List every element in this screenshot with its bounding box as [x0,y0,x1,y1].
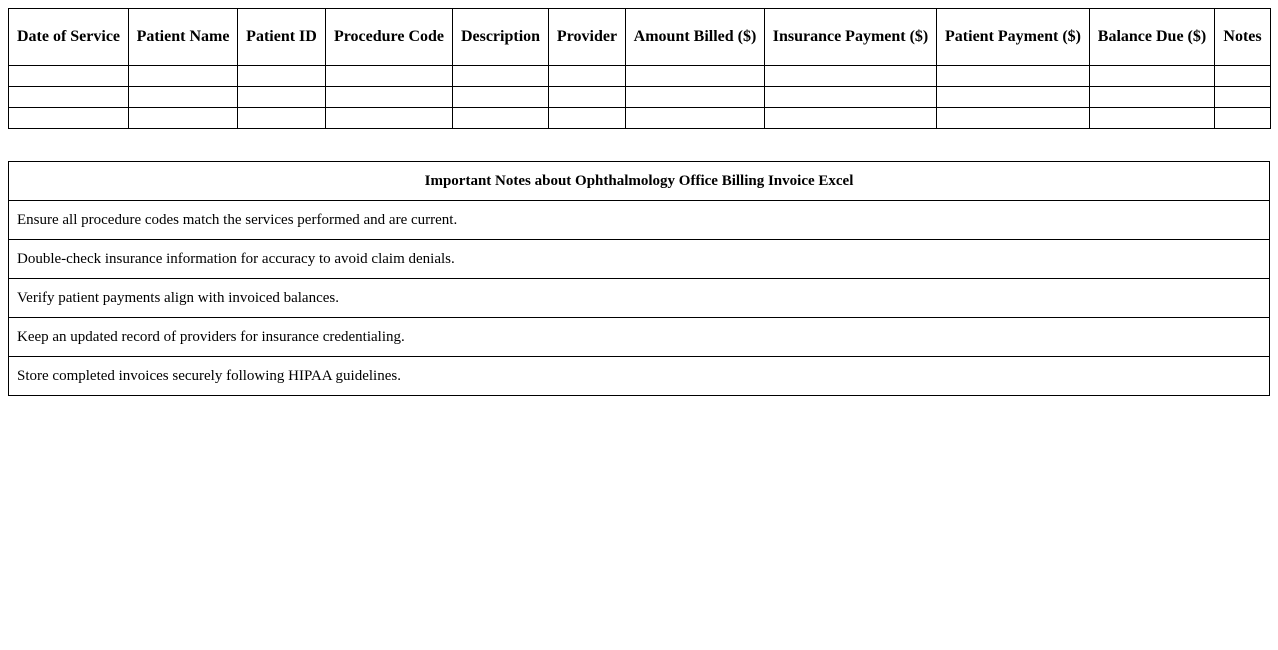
header-balance-due: Balance Due ($) [1090,9,1215,66]
table-row [9,87,1271,108]
table-cell[interactable] [453,108,549,129]
header-insurance-payment: Insurance Payment ($) [765,9,937,66]
header-provider: Provider [549,9,626,66]
table-cell[interactable] [1215,108,1271,129]
table-row [9,108,1271,129]
note-item: Keep an updated record of providers for insurance credentialing. [9,318,1270,357]
header-date-of-service: Date of Service [9,9,129,66]
header-patient-payment: Patient Payment ($) [937,9,1090,66]
table-cell[interactable] [453,87,549,108]
table-cell[interactable] [626,66,765,87]
table-cell[interactable] [326,87,453,108]
note-row [9,240,1270,279]
important-notes-table [8,161,1270,396]
header-patient-id: Patient ID [238,9,326,66]
table-cell[interactable] [1215,66,1271,87]
table-cell[interactable] [937,108,1090,129]
table-cell[interactable] [453,66,549,87]
notes-title: Important Notes about Ophthalmology Office Billing Invoice Excel [9,162,1270,201]
table-cell[interactable] [129,87,238,108]
table-cell[interactable] [937,87,1090,108]
table-cell[interactable] [765,108,937,129]
notes-header-row [9,162,1270,201]
table-row [9,66,1271,87]
table-cell[interactable] [1215,87,1271,108]
table-cell[interactable] [9,108,129,129]
table-cell[interactable] [326,66,453,87]
note-row [9,201,1270,240]
table-cell[interactable] [238,66,326,87]
table-cell[interactable] [1090,66,1215,87]
table-cell[interactable] [238,87,326,108]
table-cell[interactable] [549,108,626,129]
table-cell[interactable] [1090,87,1215,108]
header-amount-billed: Amount Billed ($) [626,9,765,66]
table-cell[interactable] [129,66,238,87]
table-cell[interactable] [326,108,453,129]
header-notes: Notes [1215,9,1271,66]
header-patient-name: Patient Name [129,9,238,66]
table-cell[interactable] [626,108,765,129]
note-row [9,318,1270,357]
table-cell[interactable] [937,66,1090,87]
note-item: Verify patient payments align with invoiced balances. [9,279,1270,318]
note-row [9,279,1270,318]
table-cell[interactable] [765,66,937,87]
table-cell[interactable] [129,108,238,129]
table-cell[interactable] [549,66,626,87]
table-cell[interactable] [9,66,129,87]
table-cell[interactable] [238,108,326,129]
table-cell[interactable] [765,87,937,108]
billing-invoice-table [8,8,1271,129]
header-procedure-code: Procedure Code [326,9,453,66]
table-cell[interactable] [549,87,626,108]
note-item: Ensure all procedure codes match the services performed and are current. [9,201,1270,240]
note-row [9,357,1270,396]
table-cell[interactable] [9,87,129,108]
table-cell[interactable] [1090,108,1215,129]
page-content [8,8,1270,396]
table-cell[interactable] [626,87,765,108]
header-description: Description [453,9,549,66]
note-item: Store completed invoices securely following HIPAA guidelines. [9,357,1270,396]
billing-header-row [9,9,1271,66]
note-item: Double-check insurance information for accuracy to avoid claim denials. [9,240,1270,279]
